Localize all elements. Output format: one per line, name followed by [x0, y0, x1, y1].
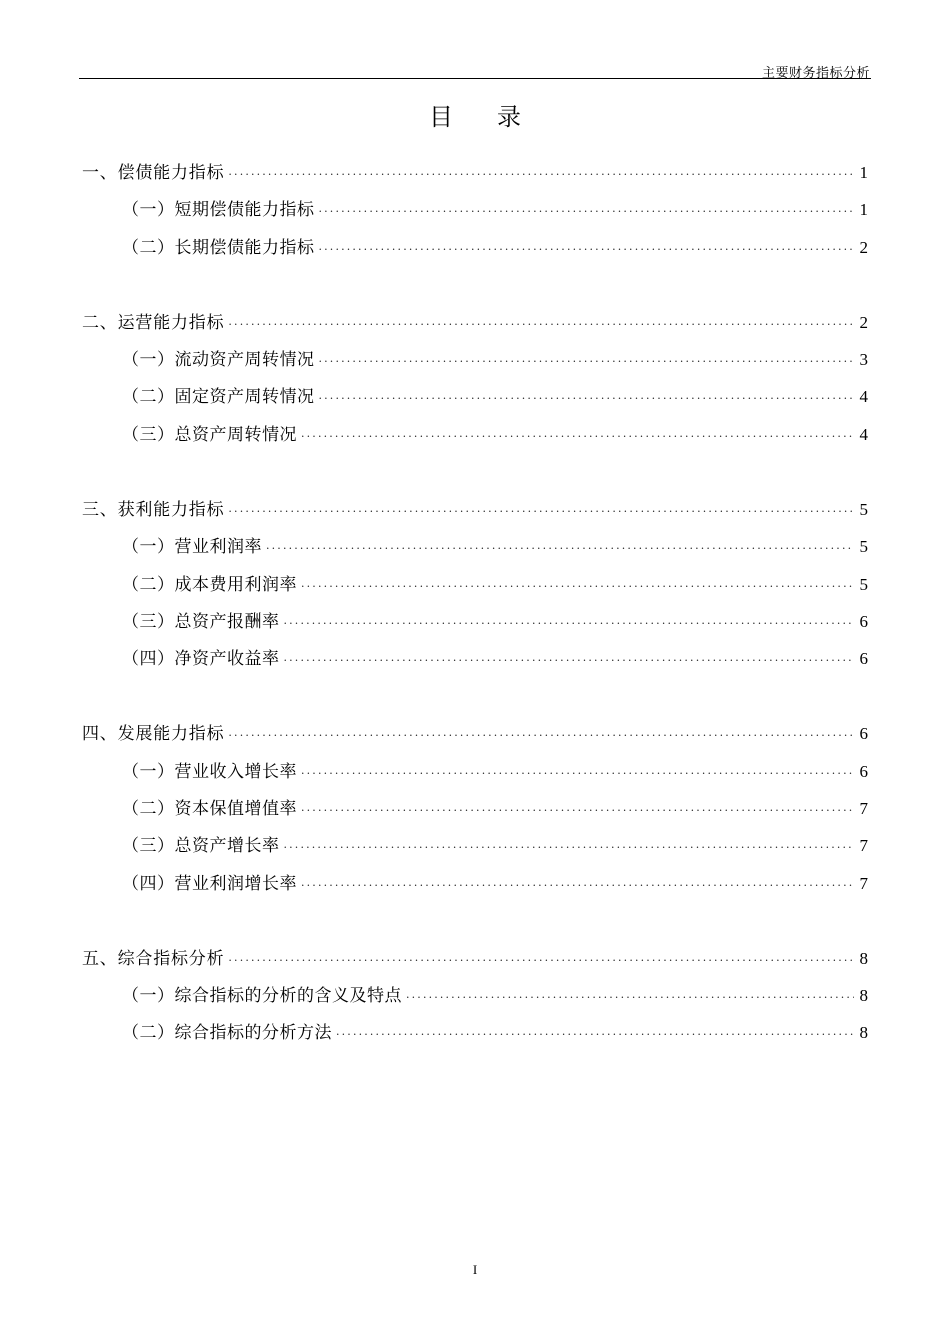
running-header: 主要财务指标分析	[761, 66, 870, 81]
toc-entry-label: 四、发展能力指标	[82, 724, 225, 745]
toc-subentry[interactable]	[82, 865, 868, 902]
dot-leader	[284, 829, 855, 866]
toc-section	[82, 154, 868, 266]
toc-page-number: 1	[859, 163, 868, 182]
toc-subentry[interactable]	[82, 378, 868, 415]
toc-section	[82, 940, 868, 1052]
toc-page-number: 6	[859, 611, 868, 631]
toc-subentry-label: （四）净资产收益率	[122, 649, 280, 670]
toc-subentry[interactable]	[82, 790, 868, 827]
dot-leader	[228, 306, 854, 343]
toc-page-number: 6	[859, 761, 868, 781]
dot-leader	[336, 1016, 854, 1053]
dot-leader	[319, 231, 855, 268]
dot-leader	[284, 642, 855, 679]
toc-subentry[interactable]	[82, 566, 868, 603]
toc-section	[82, 304, 868, 454]
dot-leader	[319, 343, 855, 380]
toc-subentry-label: （一）综合指标的分析的含义及特点	[122, 986, 402, 1007]
toc-subentry[interactable]	[82, 753, 868, 790]
toc-subentry-label: （一）短期偿债能力指标	[122, 200, 315, 221]
toc-subentry-label: （二）资本保值增值率	[122, 798, 297, 819]
toc-page-number: 5	[859, 499, 868, 519]
dot-leader	[228, 942, 854, 979]
dot-leader	[228, 717, 854, 754]
toc-subentry-label: （一）营业收入增长率	[122, 761, 297, 782]
toc-subentry-label: （四）营业利润增长率	[122, 873, 297, 894]
toc-section	[82, 491, 868, 678]
toc-subentry[interactable]	[82, 603, 868, 640]
toc-page-number: 8	[859, 1023, 868, 1043]
header-rule	[79, 78, 871, 79]
toc-subentry-label: （二）成本费用利润率	[122, 574, 297, 595]
toc-page-number: 4	[859, 424, 868, 444]
toc-page-number: 8	[859, 986, 868, 1006]
dot-leader	[319, 380, 855, 417]
dot-leader	[301, 418, 854, 455]
dot-leader	[284, 605, 855, 642]
toc-page-number: 5	[859, 574, 868, 594]
toc-entry-label: 二、运营能力指标	[82, 312, 225, 333]
dot-leader	[228, 493, 854, 530]
toc-page-number: 1	[859, 200, 868, 220]
page-number: I	[472, 1262, 478, 1277]
toc-subentry[interactable]	[82, 1014, 868, 1051]
toc-subentry-label: （二）长期偿债能力指标	[122, 237, 315, 258]
toc-page-number: 6	[859, 649, 868, 669]
toc-entry[interactable]	[82, 304, 868, 341]
toc-subentry[interactable]	[82, 528, 868, 565]
toc-page-number: 6	[859, 724, 868, 744]
toc-entry[interactable]	[82, 940, 868, 977]
toc-entry-label: 一、偿债能力指标	[82, 163, 225, 183]
toc-page-number: 5	[859, 537, 868, 557]
toc-subentry[interactable]	[82, 977, 868, 1014]
dot-leader	[301, 755, 854, 792]
toc-page-number: 7	[859, 873, 868, 893]
toc-subentry[interactable]	[82, 416, 868, 453]
toc-subentry-label: （三）总资产增长率	[122, 836, 280, 857]
dot-leader	[228, 156, 854, 193]
toc-page-number: 7	[859, 798, 868, 818]
toc-subentry-label: （三）总资产周转情况	[122, 424, 297, 445]
dot-leader	[301, 568, 854, 605]
toc-subentry-label: （三）总资产报酬率	[122, 611, 280, 632]
toc-subentry[interactable]	[82, 229, 868, 266]
toc-subentry-label: （二）综合指标的分析方法	[122, 1023, 332, 1044]
toc-page-number: 7	[859, 836, 868, 856]
toc-subentry[interactable]	[82, 341, 868, 378]
toc-entry-label: 三、获利能力指标	[82, 499, 225, 520]
toc-entry[interactable]	[82, 491, 868, 528]
toc-section	[82, 715, 868, 902]
toc-subentry-label: （二）固定资产周转情况	[122, 387, 315, 408]
toc-page-number: 2	[859, 312, 868, 332]
toc-entry[interactable]	[82, 715, 868, 752]
toc-subentry-label: （一）营业利润率	[122, 537, 262, 558]
toc-subentry-label: （一）流动资产周转情况	[122, 350, 315, 371]
toc-subentry[interactable]	[82, 191, 868, 228]
dot-leader	[406, 979, 854, 1016]
table-of-contents	[82, 154, 868, 1089]
page-title: 目录	[429, 103, 565, 131]
toc-subentry[interactable]	[82, 827, 868, 864]
dot-leader	[319, 193, 855, 230]
toc-page-number: 4	[859, 387, 868, 407]
toc-entry[interactable]	[82, 154, 868, 191]
toc-page-number: 3	[859, 350, 868, 370]
toc-subentry[interactable]	[82, 640, 868, 677]
toc-page-number: 8	[859, 948, 868, 968]
dot-leader	[266, 530, 854, 567]
dot-leader	[301, 867, 854, 904]
dot-leader	[301, 792, 854, 829]
toc-entry-label: 五、综合指标分析	[82, 948, 225, 969]
toc-page-number: 2	[859, 237, 868, 257]
